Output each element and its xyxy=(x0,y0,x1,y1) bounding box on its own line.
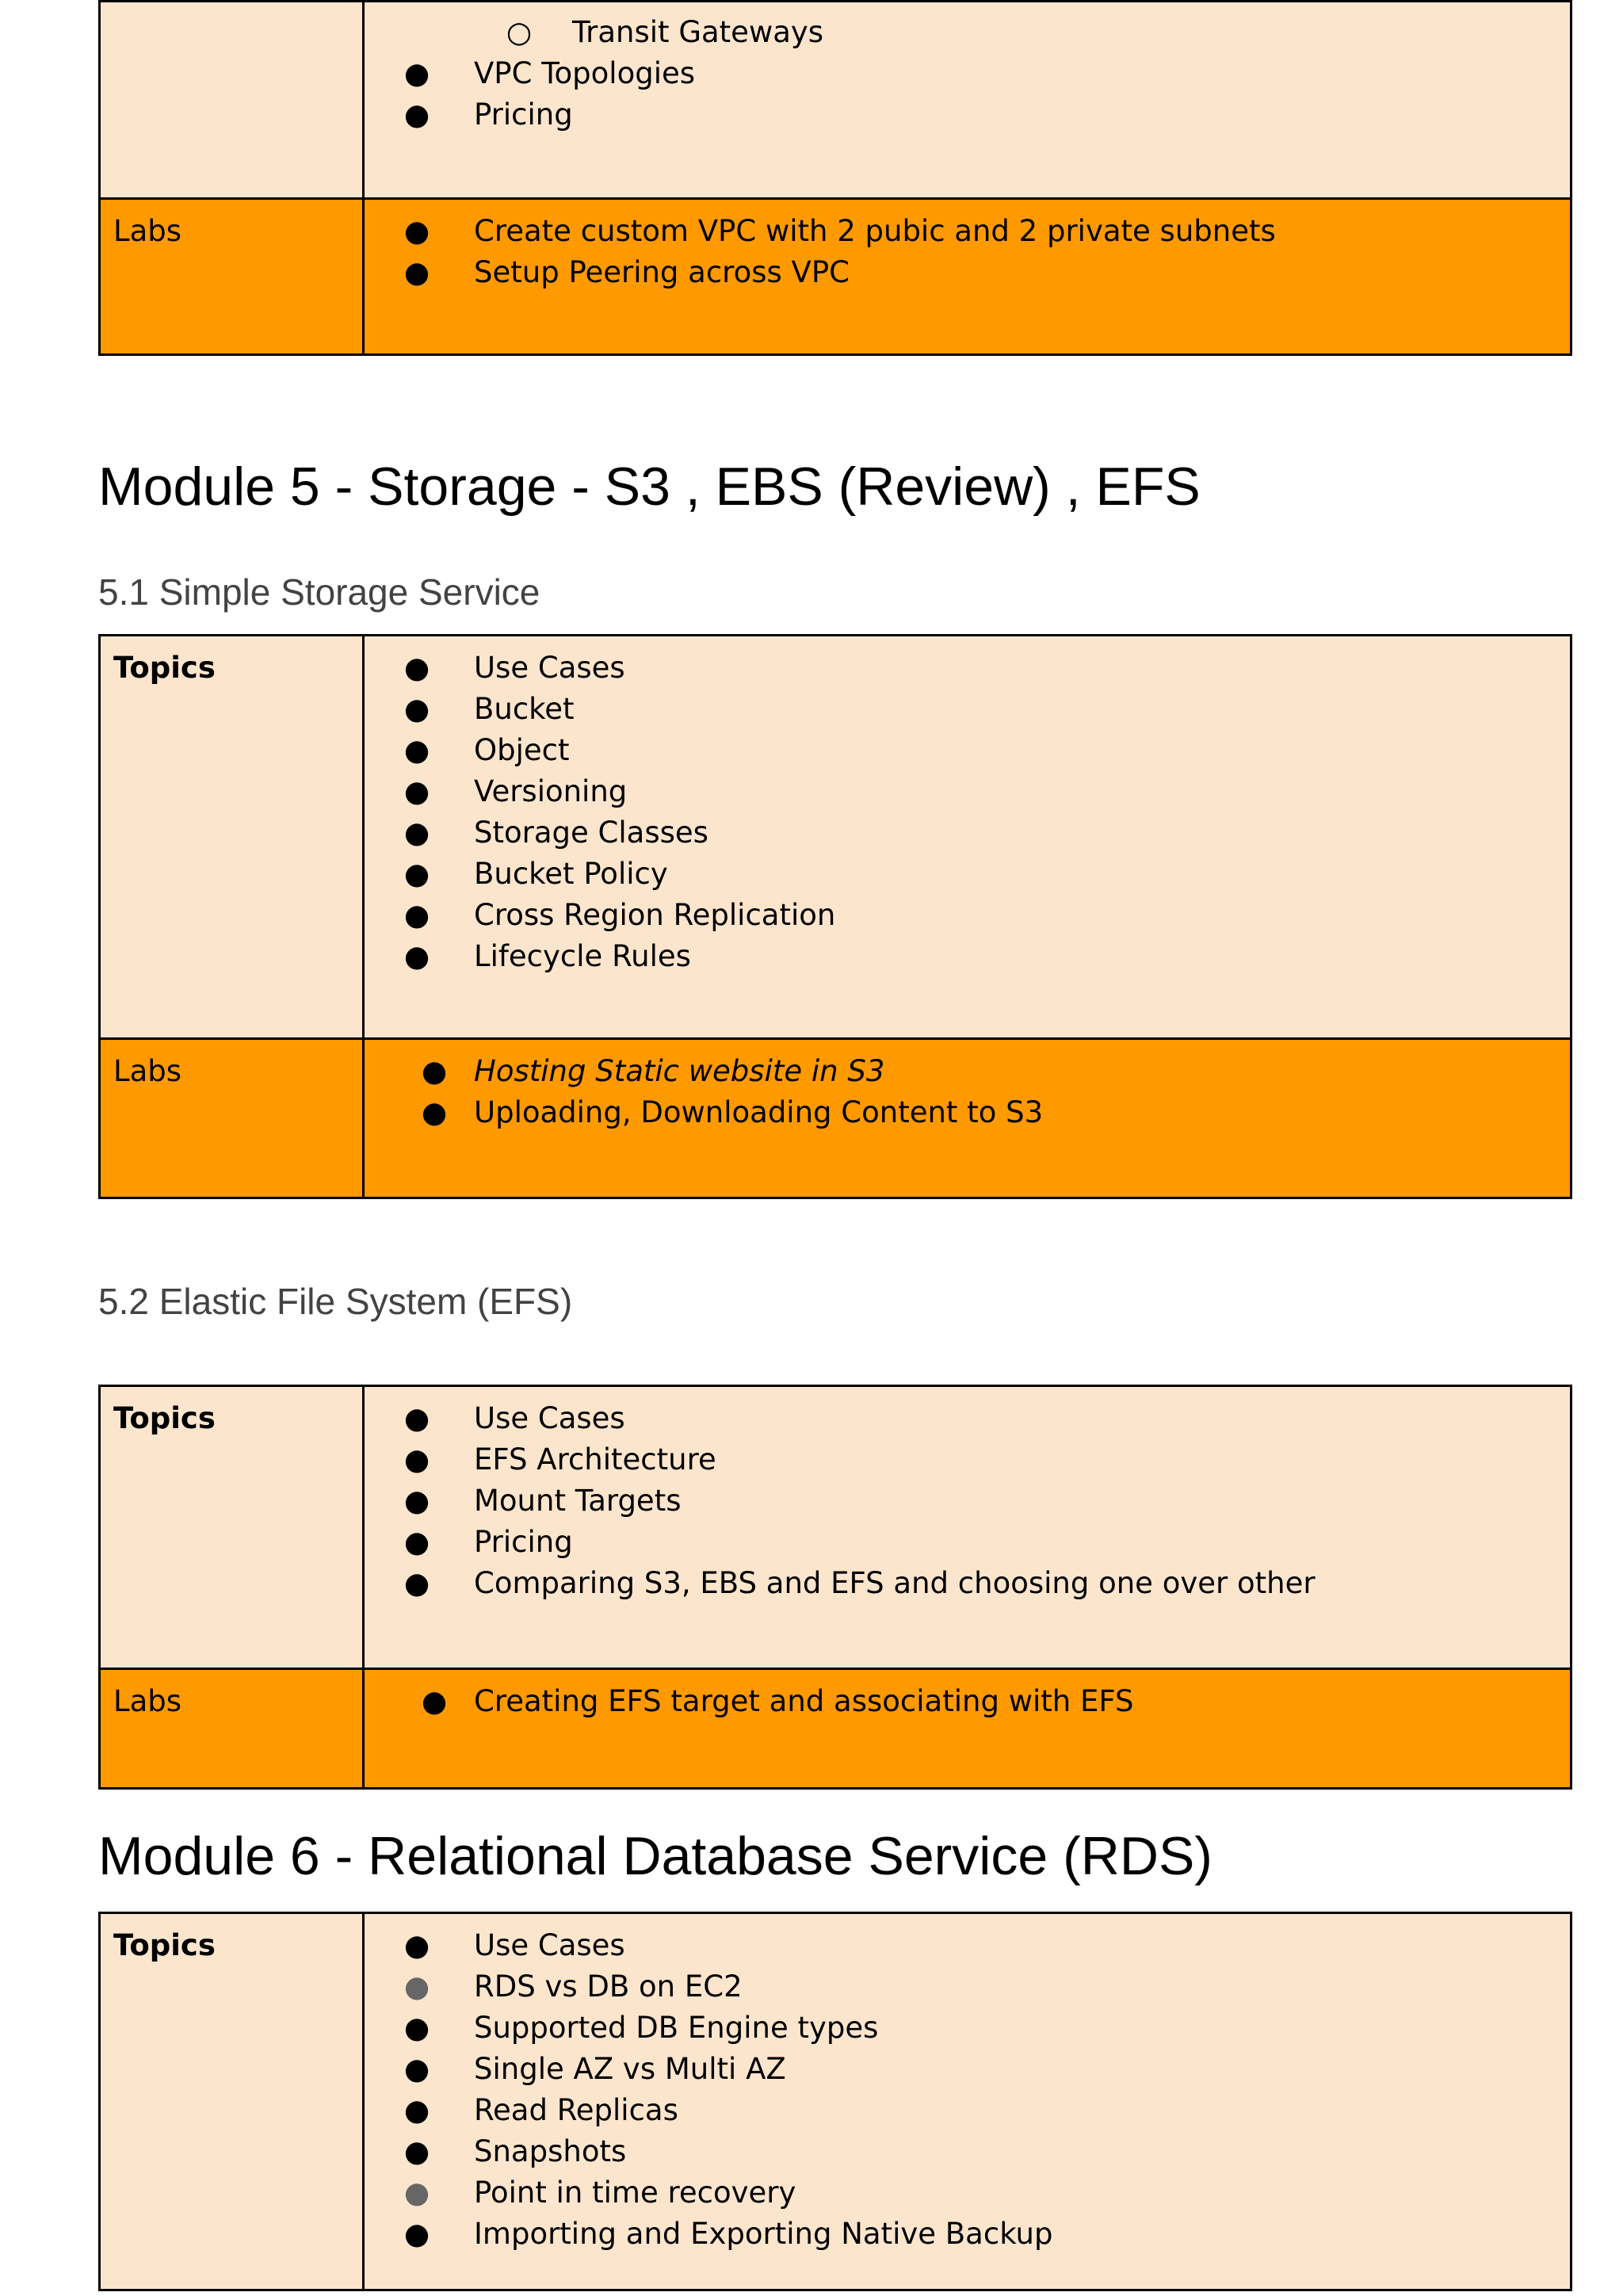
module6-title: Module 6 - Relational Database Service (RDS) xyxy=(98,1826,1212,1886)
module4-table xyxy=(98,0,1572,356)
topics-row xyxy=(100,636,1571,1039)
topics-row xyxy=(100,2,1571,199)
topics-list xyxy=(365,1398,1570,1604)
topics-list xyxy=(365,12,1570,136)
list-item: ● Read Replicas xyxy=(403,2093,678,2127)
list-item: ● Use Cases xyxy=(403,1928,625,1962)
topics-list xyxy=(365,1925,1570,2255)
labs-label: Labs xyxy=(100,1039,364,1198)
topics-label: Topics xyxy=(100,636,364,1039)
module6-table xyxy=(98,1912,1572,2291)
labs-list xyxy=(365,211,1570,293)
topics-label-cell xyxy=(100,2,364,199)
topics-content-cell xyxy=(364,1386,1571,1669)
list-item: ● Importing and Exporting Native Backup xyxy=(403,2217,1053,2251)
topics-row xyxy=(100,1913,1571,2290)
list-item: ● Versioning xyxy=(403,774,628,808)
labs-label: Labs xyxy=(100,1669,364,1789)
list-item: ● Use Cases xyxy=(403,1401,625,1435)
list-item: ○ Transit Gateways xyxy=(506,15,824,49)
module5-title: Module 5 - Storage - S3 , EBS (Review) , EFS xyxy=(98,457,1201,517)
list-item: ● RDS vs DB on EC2 xyxy=(403,1969,743,2004)
topics-label: Topics xyxy=(100,1386,364,1669)
topics-label: Topics xyxy=(100,1913,364,2290)
list-item: ● Bucket Policy xyxy=(403,857,668,891)
list-item: ● Point in time recovery xyxy=(403,2176,796,2210)
section-5-2-title: 5.2 Elastic File System (EFS) xyxy=(98,1281,573,1322)
list-item: ● Creating EFS target and associating with EFS xyxy=(421,1684,1134,1718)
list-item: ● Supported DB Engine types xyxy=(403,2011,879,2045)
list-item: ● Pricing xyxy=(403,97,573,132)
list-item: ● Uploading, Downloading Content to S3 xyxy=(421,1095,1044,1129)
list-item: ● EFS Architecture xyxy=(403,1442,716,1477)
labs-list xyxy=(365,1681,1570,1722)
list-item: ● Lifecycle Rules xyxy=(403,939,691,973)
labs-content-cell xyxy=(364,199,1571,355)
list-item: ● Storage Classes xyxy=(403,816,708,850)
labs-row xyxy=(100,1039,1571,1198)
list-item: ● Comparing S3, EBS and EFS and choosing one over other xyxy=(403,1566,1316,1600)
list-item: ● Use Cases xyxy=(403,651,625,685)
labs-row xyxy=(100,1669,1571,1789)
labs-label: Labs xyxy=(100,199,364,355)
topics-row xyxy=(100,1386,1571,1669)
topics-content-cell xyxy=(364,636,1571,1039)
section-5-2-table xyxy=(98,1385,1572,1790)
topics-list xyxy=(365,648,1570,977)
labs-list xyxy=(365,1051,1570,1133)
list-item: ● Object xyxy=(403,733,570,767)
list-item: ● Single AZ vs Multi AZ xyxy=(403,2052,786,2086)
section-5-1-table xyxy=(98,634,1572,1199)
list-item: ● Mount Targets xyxy=(403,1484,682,1518)
list-item: ● VPC Topologies xyxy=(403,56,696,90)
section-5-1-title: 5.1 Simple Storage Service xyxy=(98,571,540,613)
topics-content-cell xyxy=(364,2,1571,199)
list-item: ● Cross Region Replication xyxy=(403,898,836,932)
list-item: ● Bucket xyxy=(403,692,575,726)
list-item: ● Pricing xyxy=(403,1525,573,1559)
topics-content-cell xyxy=(364,1913,1571,2290)
list-item: ● Snapshots xyxy=(403,2134,627,2168)
labs-content-cell xyxy=(364,1669,1571,1789)
list-item: ● Hosting Static website in S3 xyxy=(421,1054,885,1088)
list-item: ● Setup Peering across VPC xyxy=(403,255,850,289)
list-item: ● Create custom VPC with 2 pubic and 2 private subnets xyxy=(403,214,1276,248)
labs-content-cell xyxy=(364,1039,1571,1198)
labs-row xyxy=(100,199,1571,355)
